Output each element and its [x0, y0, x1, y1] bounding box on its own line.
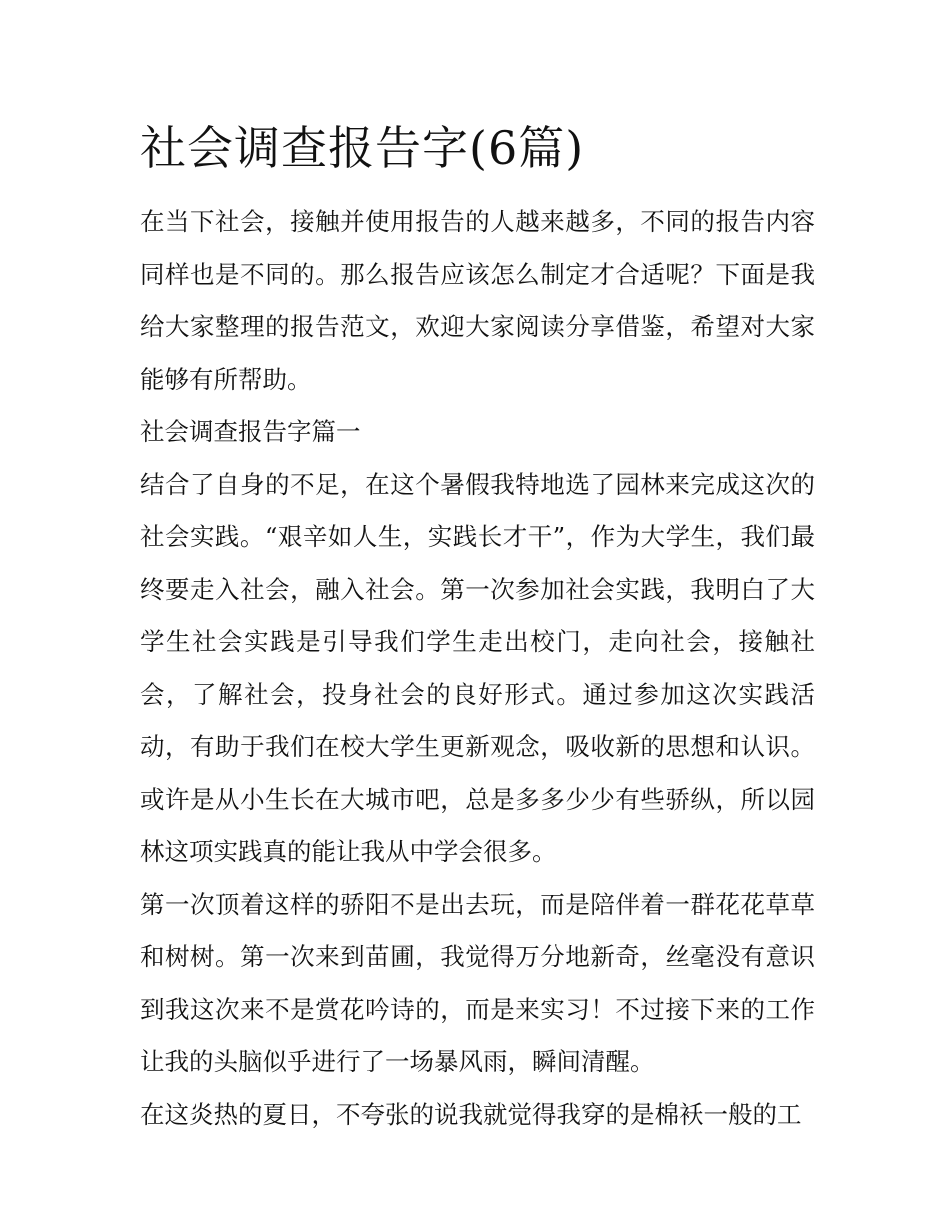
intro-paragraph: 在当下社会，接触并使用报告的人越来越多，不同的报告内容同样也是不同的。那么报告应该怎么制定才合适呢？下面是我给大家整理的报告范文，欢迎大家阅读分享借鉴，希望对大家能够有所帮助。 [140, 207, 815, 394]
body-paragraph: 在这炎热的夏日，不夸张的说我就觉得我穿的是棉袄一般的工 [140, 1099, 802, 1129]
document-title: 社会调查报告字(6篇) [140, 121, 585, 175]
body-paragraph: 第一次顶着这样的骄阳不是出去玩，而是陪伴着一群花花草草和树树。第一次来到苗圃，我觉得万分地新奇，丝毫没有意识到我这次来不是赏花吟诗的，而是来实习！不过接下来的工作让我的头脑似乎进行了一场暴风雨，瞬间清醒。 [140, 889, 815, 1076]
document-body [140, 196, 815, 1141]
body-paragraph: 结合了自身的不足，在这个暑假我特地选了园林来完成这次的社会实践。“艰辛如人生，实践长才干”，作为大学生，我们最终要走入社会，融入社会。第一次参加社会实践，我明白了大学生社会实践是引导我们学生走出校门，走向社会，接触社会，了解社会，投身社会的良好形式。通过参加这次实践活动，有助于我们在校大学生更新观念，吸收新的思想和认识。或许是从小生长在大城市吧，总是多多少少有些骄纵，所以园林这项实践真的能让我从中学会很多。 [140, 469, 815, 866]
section-heading: 社会调查报告字篇一 [140, 417, 361, 446]
